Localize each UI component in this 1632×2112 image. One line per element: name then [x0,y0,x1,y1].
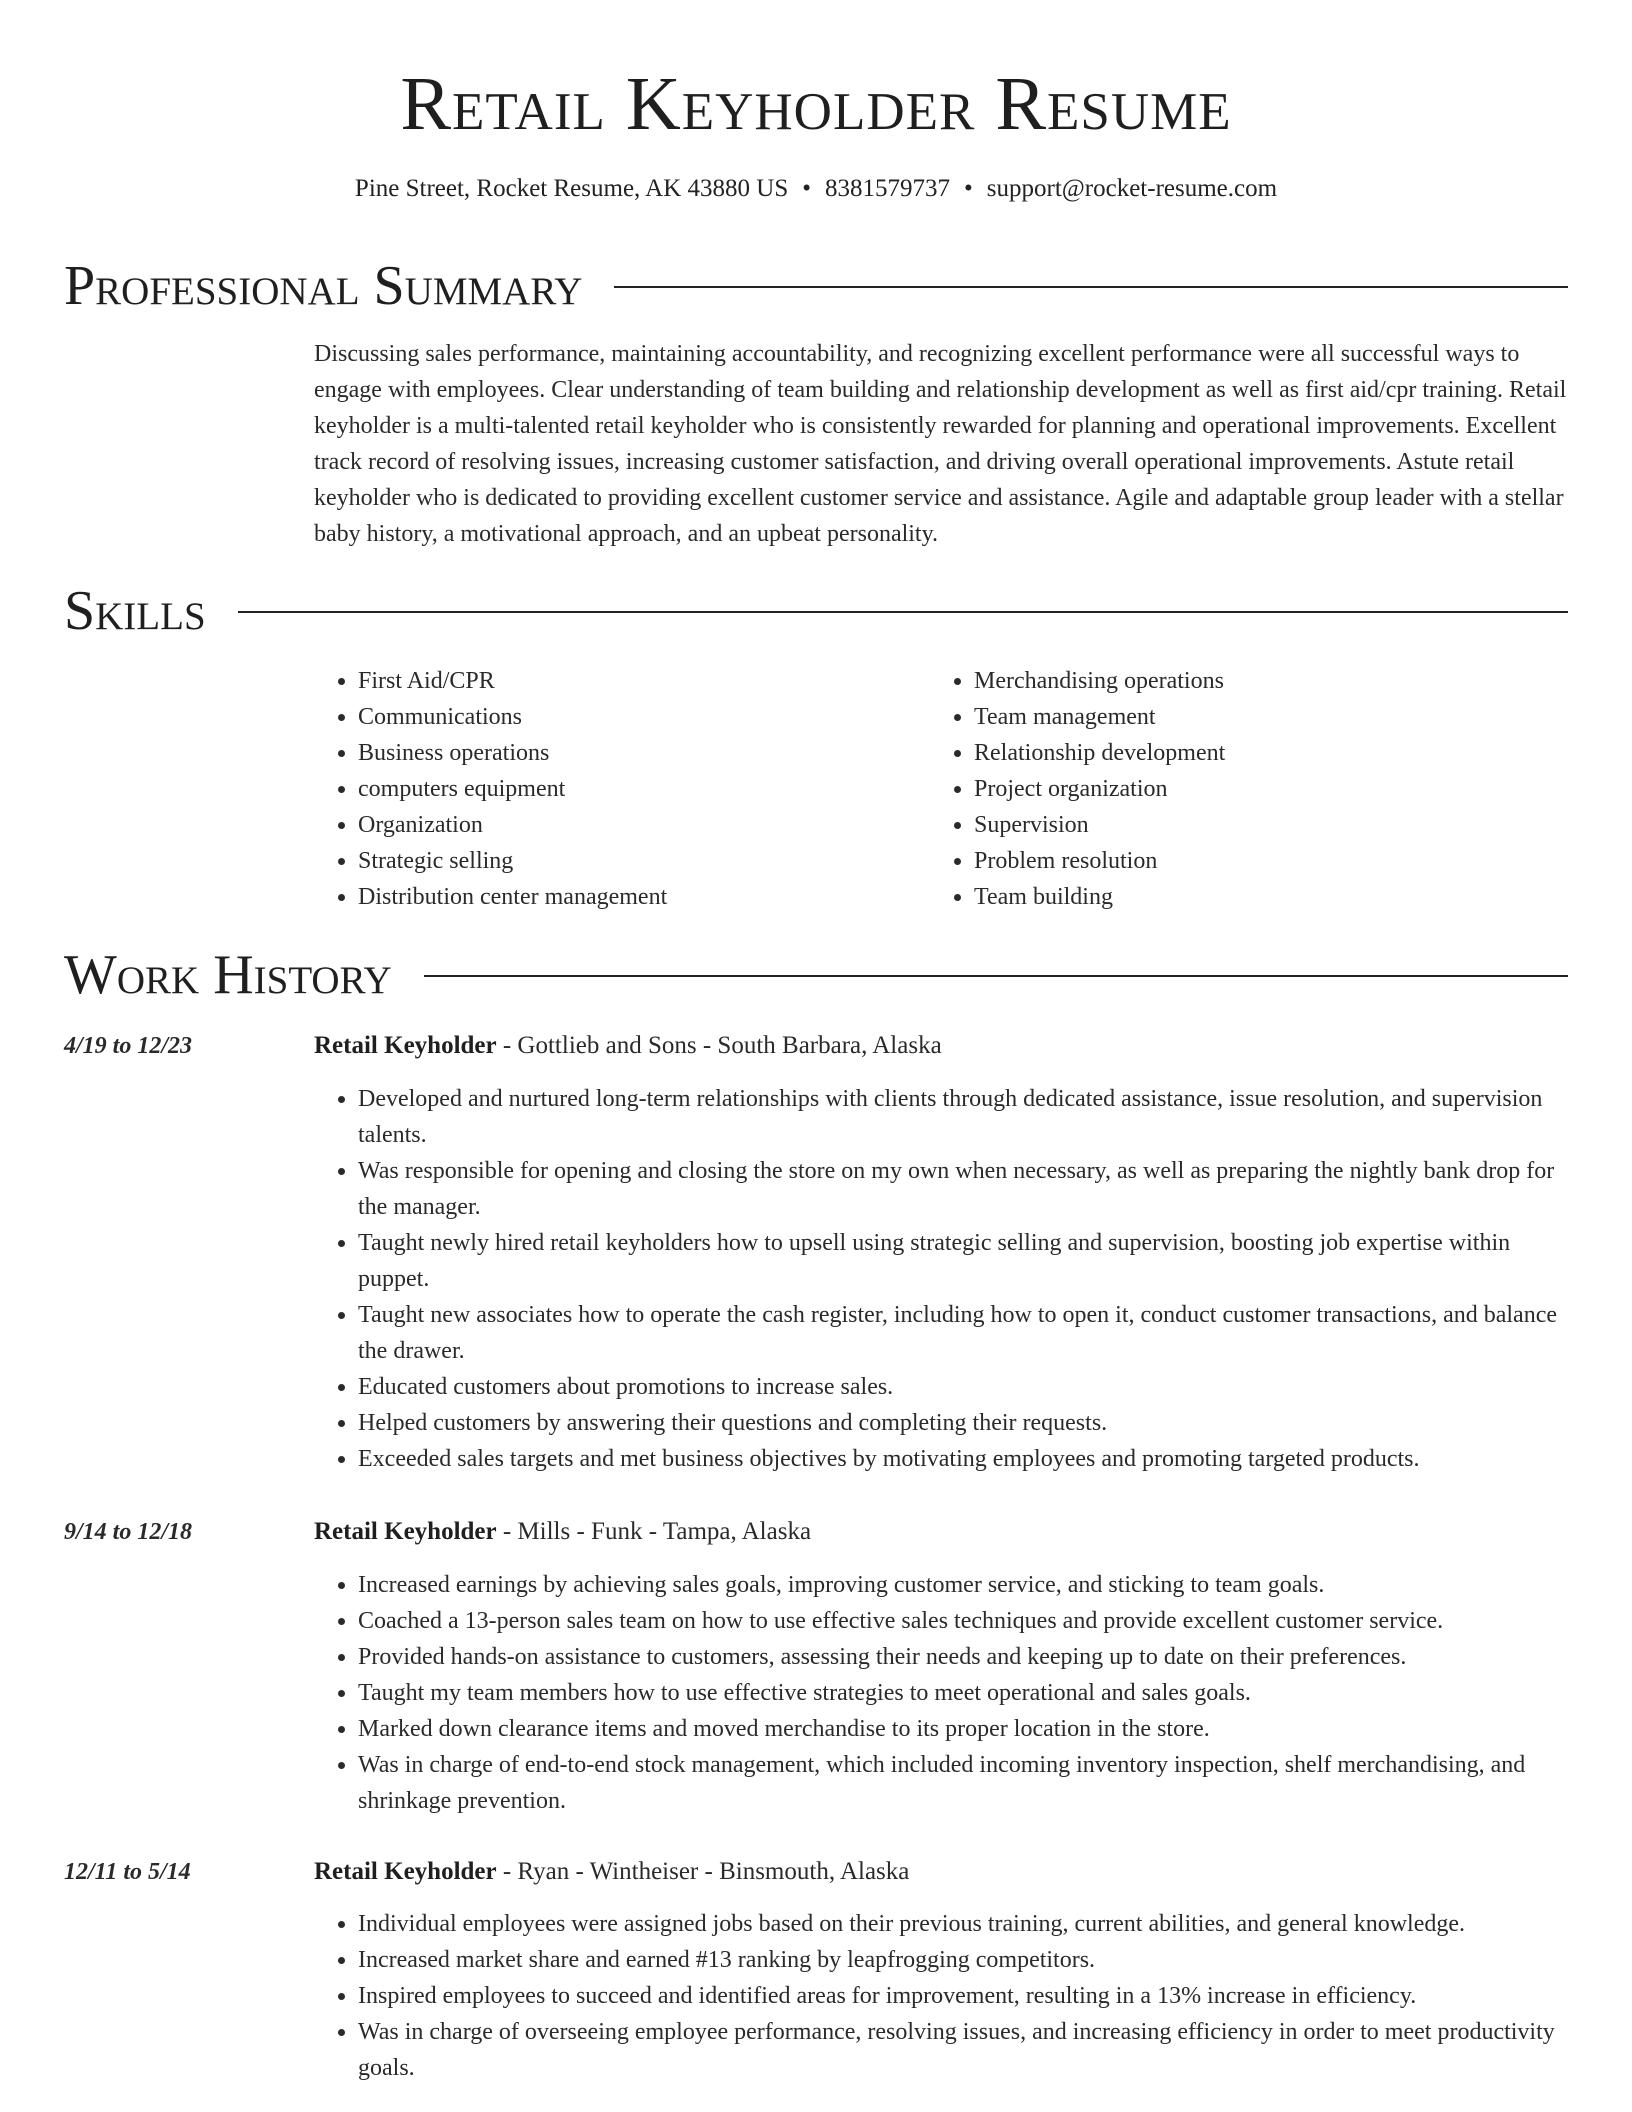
job-dates: 9/14 to 12/18 [64,1519,193,1545]
job-bullet: • Taught my team members how to use effective strategies to meet operational and sales goals. [358,1675,1568,1711]
work-history-heading: Work History [64,944,392,1006]
job-bullet: • Individual employees were assigned jobs based on their previous training, current abilities, and general knowledge. [358,1906,1568,1942]
contact-line [0,172,1632,206]
job-bullet-list [314,1567,1568,1819]
skill-item: • Organization [358,807,667,843]
skills-list-left [314,663,667,915]
skill-item: • Team management [974,699,1225,735]
skill-item: • computers equipment [358,771,667,807]
section-divider [238,611,1568,613]
job-bullet: • Inspired employees to succeed and identified areas for improvement, resulting in a 13% increase in efficiency. [358,1978,1568,2014]
job-title-line [314,1514,811,1550]
skill-item: • Business operations [358,735,667,771]
job-dates: 12/11 to 5/14 [64,1859,191,1885]
section-divider [424,975,1568,977]
skills-section-heading [64,578,1568,644]
job-bullet: • Was in charge of overseeing employee performance, resolving issues, and increasing efficiency in order to meet productivity goals. [358,2014,1568,2086]
job-bullet-list [314,1081,1568,1477]
skills-heading: Skills [64,580,206,642]
job-employer-location: - Mills - Funk - Tampa, Alaska [496,1518,812,1545]
job-bullet: • Exceeded sales targets and met business objectives by motivating employees and promoting targeted products. [358,1441,1568,1477]
job-bullet: • Coached a 13-person sales team on how to use effective sales techniques and provide excellent customer service. [358,1603,1568,1639]
contact-phone: 8381579737 [825,175,950,202]
job-role: Retail Keyholder [314,1032,497,1059]
job-bullet: • Increased earnings by achieving sales goals, improving customer service, and sticking to team goals. [358,1567,1568,1603]
job-bullet: • Educated customers about promotions to increase sales. [358,1369,1568,1405]
contact-email: support@rocket-resume.com [986,175,1278,202]
work-history-section-heading [64,942,1568,1008]
contact-separator: • [802,175,811,202]
job-bullet: • Increased market share and earned #13 ranking by leapfrogging competitors. [358,1942,1568,1978]
skill-item: • Merchandising operations [974,663,1225,699]
job-dates: 4/19 to 12/23 [64,1033,193,1059]
contact-separator: • [964,175,973,202]
contact-address: Pine Street, Rocket Resume, AK 43880 US [354,175,789,202]
job-bullet: • Was in charge of end-to-end stock management, which included incoming inventory inspection, shelf merchandising, and shrinkage prevention. [358,1747,1568,1819]
skill-item: • First Aid/CPR [358,663,667,699]
job-role: Retail Keyholder [314,1858,497,1885]
resume-title: Retail Keyholder Resume [400,62,1232,146]
summary-text: Discussing sales performance, maintaining accountability, and recognizing excellent performance were all successful ways to engage with employees. Clear understanding of team building and relationship development as well as first aid/cpr training. Retail keyholder is a multi-talented retail keyholder who is consistently rewarded for planning and operational improvements. Excellent track record of resolving issues, increasing customer satisfaction, and driving overall operational improvements. Astute retail keyholder who is dedicated to providing excellent customer service and assistance. Agile and adaptable group leader with a stellar baby history, a motivational approach, and an upbeat personality. [314,341,1567,547]
job-bullet: • Taught new associates how to operate the cash register, including how to open it, conduct customer transactions, and balance the drawer. [358,1297,1568,1369]
job-bullet: • Provided hands-on assistance to customers, assessing their needs and keeping up to date on their preferences. [358,1639,1568,1675]
skill-item: • Distribution center management [358,879,667,915]
job-title-line [314,1028,942,1064]
skill-item: • Communications [358,699,667,735]
section-divider [614,286,1568,288]
job-employer-location: - Gottlieb and Sons - South Barbara, Alaska [496,1032,942,1059]
skill-item: • Team building [974,879,1225,915]
job-bullet: • Developed and nurtured long-term relationships with clients through dedicated assistance, issue resolution, and supervision talents. [358,1081,1568,1153]
skills-list-right [930,663,1225,915]
summary-section-heading [64,253,1568,319]
job-title-line [314,1854,909,1890]
skill-item: • Project organization [974,771,1225,807]
job-bullet: • Taught newly hired retail keyholders how to upsell using strategic selling and supervision, boosting job expertise within puppet. [358,1225,1568,1297]
job-bullet: • Was responsible for opening and closing the store on my own when necessary, as well as preparing the nightly bank drop for the manager. [358,1153,1568,1225]
summary-heading: Professional Summary [64,255,583,317]
skill-item: • Strategic selling [358,843,667,879]
job-role: Retail Keyholder [314,1518,497,1545]
job-bullet-list [314,1906,1568,2086]
job-employer-location: - Ryan - Wintheiser - Binsmouth, Alaska [496,1858,910,1885]
skill-item: • Problem resolution [974,843,1225,879]
skill-item: • Relationship development [974,735,1225,771]
skill-item: • Supervision [974,807,1225,843]
job-bullet: • Helped customers by answering their questions and completing their requests. [358,1405,1568,1441]
job-bullet: • Marked down clearance items and moved merchandise to its proper location in the store. [358,1711,1568,1747]
